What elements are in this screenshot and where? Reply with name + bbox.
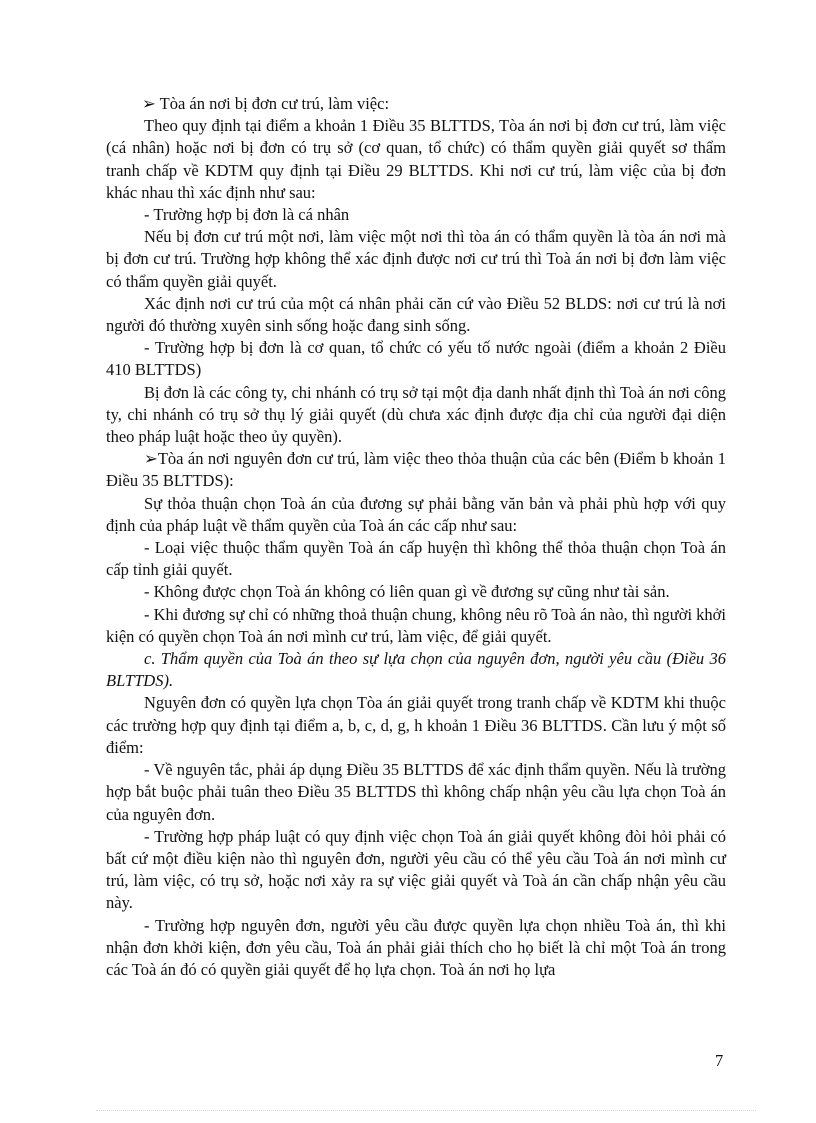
paragraph: Theo quy định tại điểm a khoản 1 Điều 35 BLTTDS, Tòa án nơi bị đơn cư trú, làm việc (cá nhân) hoặc nơi bị đơn có trụ sở (cơ quan, tổ chức) có thẩm quyền giải quyết sơ thẩm tranh chấp về KDTM quy định tại Điều 29 BLTTDS. Khi nơi cư trú, làm việc của bị đơn khác nhau thì xác định như sau:	[106, 116, 726, 202]
paragraph: Sự thỏa thuận chọn Toà án của đương sự phải bằng văn bản và phải phù hợp với quy định của pháp luật về thẩm quyền của Toà án các cấp như sau:	[106, 493, 726, 535]
paragraph: Nguyên đơn có quyền lựa chọn Tòa án giải quyết trong tranh chấp về KDTM khi thuộc các trường hợp quy định tại điểm a, b, c, d, g, h khoản 1 Điều 36 BLTTDS. Cần lưu ý một số điểm:	[106, 693, 726, 757]
paragraph: Nếu bị đơn cư trú một nơi, làm việc một nơi thì tòa án có thẩm quyền là tòa án nơi mà bị đơn cư trú. Trường hợp không thể xác định được nơi cư trú thì Toà án nơi bị đơn làm việc có thẩm quyền giải quyết.	[106, 227, 726, 291]
list-item: - Về nguyên tắc, phải áp dụng Điều 35 BLTTDS để xác định thẩm quyền. Nếu là trường hợp bắt buộc phải tuân theo Điều 35 BLTTDS thì không chấp nhận yêu cầu lựa chọn Toà án của nguyên đơn.	[106, 760, 726, 824]
list-item: - Trường hợp nguyên đơn, người yêu cầu được quyền lựa chọn nhiều Toà án, thì khi nhận đơn khởi kiện, đơn yêu cầu, Toà án phải giải thích cho họ biết là chỉ một Toà án trong các Toà án đó có quyền giải quyết để họ lựa chọn. Toà án nơi họ lựa	[106, 915, 726, 979]
page-number: 7	[715, 1051, 724, 1070]
footer-divider	[96, 1110, 756, 1111]
section-heading-plaintiff-court: ➢Tòa án nơi nguyên đơn cư trú, làm việc theo thỏa thuận của các bên (Điểm b khoản 1 Điều 35 BLTTDS):	[106, 449, 726, 491]
list-item: - Không được chọn Toà án không có liên quan gì về đương sự cũng như tài sản.	[144, 582, 670, 602]
list-item: - Loại việc thuộc thẩm quyền Toà án cấp huyện thì không thể thỏa thuận chọn Toà án cấp tỉnh giải quyết.	[106, 538, 726, 580]
paragraph: Bị đơn là các công ty, chi nhánh có trụ sở tại một địa danh nhất định thì Toà án nơi công ty, chi nhánh có trụ sở thụ lý giải quyết (dù chưa xác định được địa chỉ của người đại diện theo pháp luật hoặc theo ủy quyền).	[106, 382, 726, 447]
subsection-heading-c: c. Thẩm quyền của Toà án theo sự lựa chọn của nguyên đơn, người yêu cầu (Điều 36 BLTTDS).	[106, 649, 726, 691]
list-item: - Trường hợp bị đơn là cá nhân	[144, 205, 350, 225]
list-item: - Trường hợp bị đơn là cơ quan, tổ chức có yếu tố nước ngoài (điểm a khoản 2 Điều 410 BLTTDS)	[106, 338, 726, 380]
list-item: - Trường hợp pháp luật có quy định việc chọn Toà án giải quyết không đòi hỏi phải có bất cứ một điều kiện nào thì nguyên đơn, người yêu cầu có thể yêu cầu Toà án nơi mình cư trú, làm việc, có trụ sở, hoặc nơi xảy ra sự việc giải quyết và Toà án cần chấp nhận yêu cầu này.	[106, 826, 726, 913]
paragraph: Xác định nơi cư trú của một cá nhân phải căn cứ vào Điều 52 BLDS: nơi cư trú là nơi người đó thường xuyên sinh sống hoặc đang sinh sống.	[106, 293, 726, 336]
section-heading-defendant-court: ➢ Tòa án nơi bị đơn cư trú, làm việc:	[142, 94, 390, 113]
page-body	[106, 93, 726, 981]
list-item: - Khi đương sự chỉ có những thoả thuận chung, không nêu rõ Toà án nào, thì người khởi kiện có quyền chọn Toà án nơi mình cư trú, làm việc, để giải quyết.	[106, 604, 726, 646]
